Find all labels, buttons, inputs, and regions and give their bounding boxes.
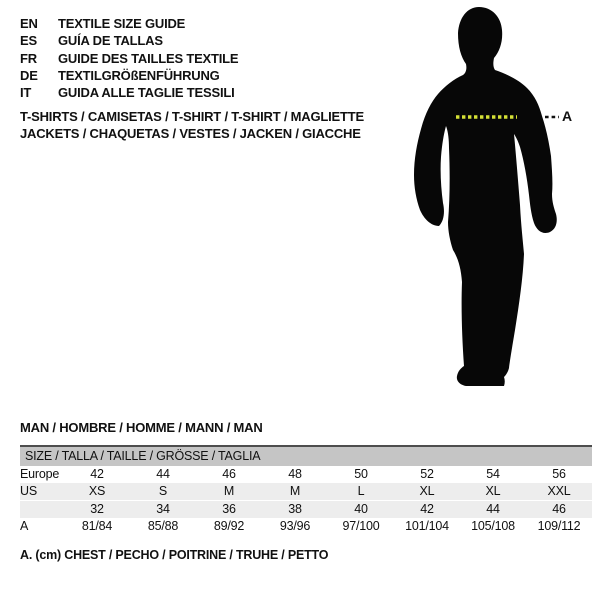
size-cell: 46 xyxy=(222,467,236,481)
size-cell: 81/84 xyxy=(81,519,113,533)
size-cell: 32 xyxy=(90,502,104,516)
size-cell: 46 xyxy=(552,502,566,516)
measurement-footnote: A. (cm) CHEST / PECHO / POITRINE / TRUHE / PETTO xyxy=(20,548,329,562)
language-label: TEXTILE SIZE GUIDE xyxy=(58,16,186,32)
row-label xyxy=(20,501,64,519)
size-cell: 38 xyxy=(288,502,302,516)
size-cell: 40 xyxy=(354,502,368,516)
size-table xyxy=(20,447,592,535)
row-label: A xyxy=(20,519,29,533)
size-cell: 85/88 xyxy=(147,519,179,533)
language-label: GUIDE DES TAILLES TEXTILE xyxy=(58,50,239,66)
size-cell: 93/96 xyxy=(279,519,311,533)
language-code: DE xyxy=(20,68,38,84)
language-code: IT xyxy=(20,85,32,101)
table-row-europe xyxy=(20,466,592,483)
size-cell: 54 xyxy=(486,467,500,481)
category-line-tshirts: T-SHIRTS / CAMISETAS / T-SHIRT / T-SHIRT / MAGLIETTE xyxy=(20,109,364,124)
table-row-numeric xyxy=(20,501,592,519)
size-cell: XL xyxy=(419,484,435,498)
language-label: GUÍA DE TALLAS xyxy=(58,33,163,49)
table-row-chest-a xyxy=(20,518,592,535)
size-cell: 52 xyxy=(420,467,434,481)
size-cell: 34 xyxy=(156,502,170,516)
language-label: GUIDA ALLE TAGLIE TESSILI xyxy=(58,85,235,101)
man-silhouette xyxy=(414,7,557,386)
size-table-header-row xyxy=(20,447,592,466)
size-cell: 42 xyxy=(90,467,104,481)
size-cell: S xyxy=(158,484,168,498)
size-cell: 89/92 xyxy=(213,519,245,533)
language-code: EN xyxy=(20,16,38,32)
measure-label-a: A xyxy=(562,108,572,124)
row-label: Europe xyxy=(20,467,60,481)
language-code: FR xyxy=(20,50,37,66)
language-label: TEXTILGRÖßENFÜHRUNG xyxy=(58,68,220,84)
size-cell: 42 xyxy=(420,502,434,516)
size-table-wrap xyxy=(20,445,592,535)
table-row-us xyxy=(20,483,592,501)
size-cell: 97/100 xyxy=(342,519,380,533)
size-cell: M xyxy=(289,484,301,498)
size-cell: 50 xyxy=(354,467,368,481)
language-code: ES xyxy=(20,33,37,49)
size-cell: M xyxy=(223,484,235,498)
category-line-jackets: JACKETS / CHAQUETAS / VESTES / JACKEN / GIACCHE xyxy=(20,126,361,142)
size-cell: 44 xyxy=(156,467,170,481)
size-cell: 56 xyxy=(552,467,566,481)
size-cell: L xyxy=(357,484,365,498)
size-cell: 48 xyxy=(288,467,302,481)
row-label: US xyxy=(20,484,37,498)
size-cell: 101/104 xyxy=(405,519,449,533)
size-cell: XXL xyxy=(547,484,571,498)
size-cell: 36 xyxy=(222,502,236,516)
size-cell: 44 xyxy=(486,502,500,516)
size-cell: 105/108 xyxy=(471,519,515,533)
section-title: MAN / HOMBRE / HOMME / MANN / MAN xyxy=(20,420,263,435)
size-cell: XL xyxy=(485,484,501,498)
size-cell: XS xyxy=(88,484,106,498)
size-table-header: SIZE / TALLA / TAILLE / GRÖSSE / TAGLIA xyxy=(20,447,592,466)
size-cell: 109/112 xyxy=(537,519,581,533)
